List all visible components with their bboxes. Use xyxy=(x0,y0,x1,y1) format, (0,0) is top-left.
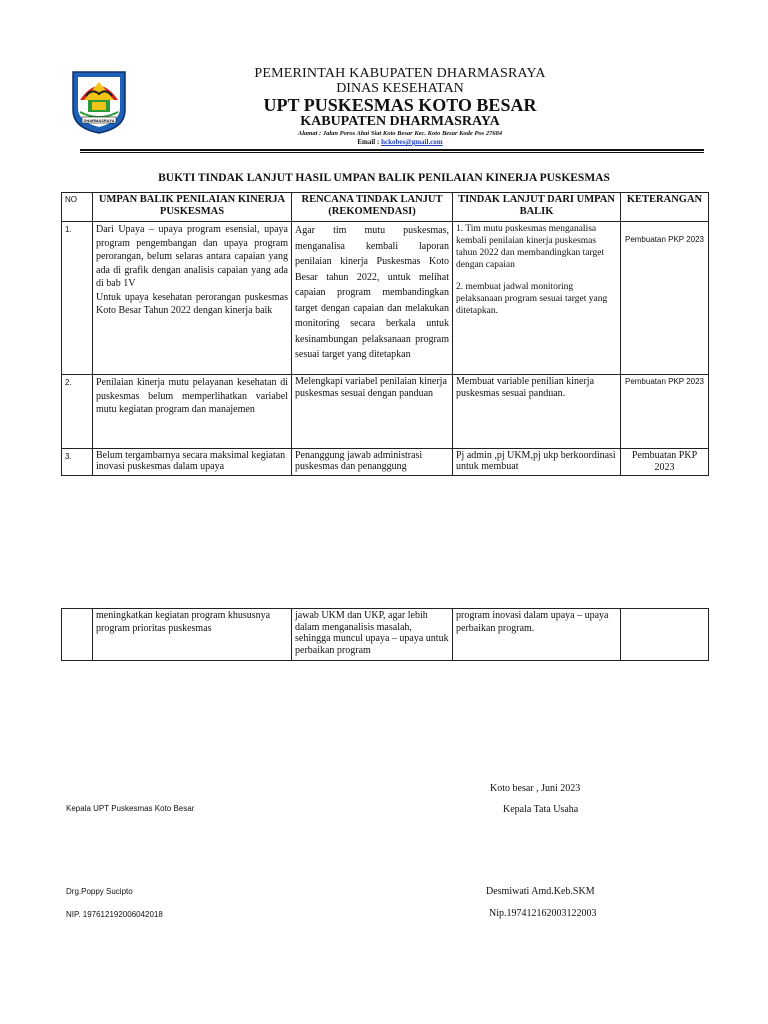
rencana-cell: Penanggung jawab administrasi puskesmas dan penanggung xyxy=(292,449,453,476)
row-number: 3. xyxy=(62,449,93,476)
left-signer-nip: NIP. 197612192006042018 xyxy=(66,910,163,919)
header-email-line xyxy=(160,138,640,146)
keterangan-cell: Pembuatan PKP 2023 xyxy=(621,449,709,476)
row-number: 2. xyxy=(62,375,93,449)
table-row xyxy=(62,609,709,661)
left-signer-name: Drg.Poppy Sucipto xyxy=(66,887,133,896)
keterangan-cell: Pembuatan PKP 2023 xyxy=(621,375,709,449)
place-date: Koto besar , Juni 2023 xyxy=(490,783,581,794)
umpan-balik-cell: Belum tergambarnya secara maksimal kegiatan inovasi puskesmas dalam upaya xyxy=(93,449,292,476)
email-label: Email : xyxy=(357,138,382,146)
header-address: Alamat : Jalan Poros Abai Siat Koto Besar Kec. Koto Besar Kode Pos 27684 xyxy=(297,130,503,137)
dharmasraya-logo xyxy=(70,70,128,134)
tindak-lanjut-item-2: 2. membuat jadwal monitoring pelaksanaan program sesuai target yang ditetapkan. xyxy=(456,282,608,316)
header-keterangan: KETERANGAN xyxy=(621,193,709,222)
header-institution: UPT PUSKESMAS KOTO BESAR xyxy=(263,95,537,115)
table-row xyxy=(62,222,709,375)
right-signer-title: Kepala Tata Usaha xyxy=(503,804,579,815)
right-signer-name: Desmiwati Amd.Keb.SKM xyxy=(486,886,595,897)
keterangan-cell: Pembuatan PKP 2023 xyxy=(621,222,709,375)
umpan-balik-text-2: Untuk upaya kesehatan perorangan puskesmas Koto Besar Tahun 2022 dengan kinerja baik xyxy=(96,291,288,316)
feedback-table xyxy=(61,192,709,476)
header-tindak-lanjut: TINDAK LANJUT DARI UMPAN BALIK xyxy=(453,193,621,222)
row-number: 1. xyxy=(62,222,93,375)
tindak-lanjut-cell: Membuat variable penilian kinerja puskesmas sesuai panduan. xyxy=(453,375,621,449)
rencana-cell: jawab UKM dan UKP, agar lebih dalam menganalisis masalah, sehingga muncul upaya – upaya untuk perbaikan program xyxy=(292,609,453,661)
rencana-cell: Melengkapi variabel penilaian kinerja puskesmas sesuai dengan panduan xyxy=(292,375,453,449)
email-link[interactable]: hckobes@gmail.com xyxy=(381,138,443,146)
rencana-cell: Agar tim mutu puskesmas, menganalisa kembali laporan penilaian kinerja Puskesmas Koto Besar tahun 2022, untuk melihat capaian program membandingkan target dengan capaian dan melakukan monitoring secara berkala untuk kesinambungan pelaksanaan program sesuai target yang ditetapkan xyxy=(292,222,453,375)
umpan-balik-cell: Penilaian kinerja mutu pelayanan kesehatan di puskesmas belum memperlihatkan variabel mutu kegiatan program dan manajemen xyxy=(93,375,292,449)
tindak-lanjut-cell: program inovasi dalam upaya – upaya perbaikan program. xyxy=(453,609,621,661)
document-title: BUKTI TINDAK LANJUT HASIL UMPAN BALIK PENILAIAN KINERJA PUSKESMAS xyxy=(158,172,610,184)
left-signer-title: Kepala UPT Puskesmas Koto Besar xyxy=(66,804,195,813)
table-row xyxy=(62,375,709,449)
tindak-lanjut-cell: Pj admin ,pj UKM,pj ukp berkoordinasi untuk membuat xyxy=(453,449,621,476)
umpan-balik-cell: meningkatkan kegiatan program khususnya program prioritas puskesmas xyxy=(93,609,292,661)
table-header-row xyxy=(62,193,709,222)
tindak-lanjut-cell xyxy=(453,222,621,375)
tindak-lanjut-item-1: 1. Tim mutu puskesmas menganalisa kembali penilaian kinerja puskesmas tahun 2022 dan membandingkan target dengan capaian xyxy=(456,224,605,270)
header-department: DINAS KESEHATAN xyxy=(336,81,464,96)
header-umpan-balik: UMPAN BALIK PENILAIAN KINERJA PUSKESMAS xyxy=(93,193,292,222)
logo-text: DHARMASRAYA xyxy=(83,117,115,123)
header-government: PEMERINTAH KABUPATEN DHARMASRAYA xyxy=(254,66,546,81)
umpan-balik-cell xyxy=(93,222,292,375)
row-number xyxy=(62,609,93,661)
header-rencana: RENCANA TINDAK LANJUT (REKOMENDASI) xyxy=(292,193,453,222)
feedback-table-continued xyxy=(61,608,709,661)
header-rule-thick xyxy=(80,149,704,151)
umpan-balik-text: Dari Upaya – upaya program esensial, upaya program pengembangan dan upaya program perorangan, belum selaras antara capaian yang ada di grafik dengan analisis capaian yang ada di bab 1V xyxy=(96,224,288,289)
keterangan-cell xyxy=(621,609,709,661)
header-no: NO xyxy=(62,193,93,222)
header-rule-thin xyxy=(80,152,704,153)
table-row xyxy=(62,449,709,476)
right-signer-nip: Nip.197412162003122003 xyxy=(489,908,597,919)
header-regency: KABUPATEN DHARMASRAYA xyxy=(300,114,500,129)
